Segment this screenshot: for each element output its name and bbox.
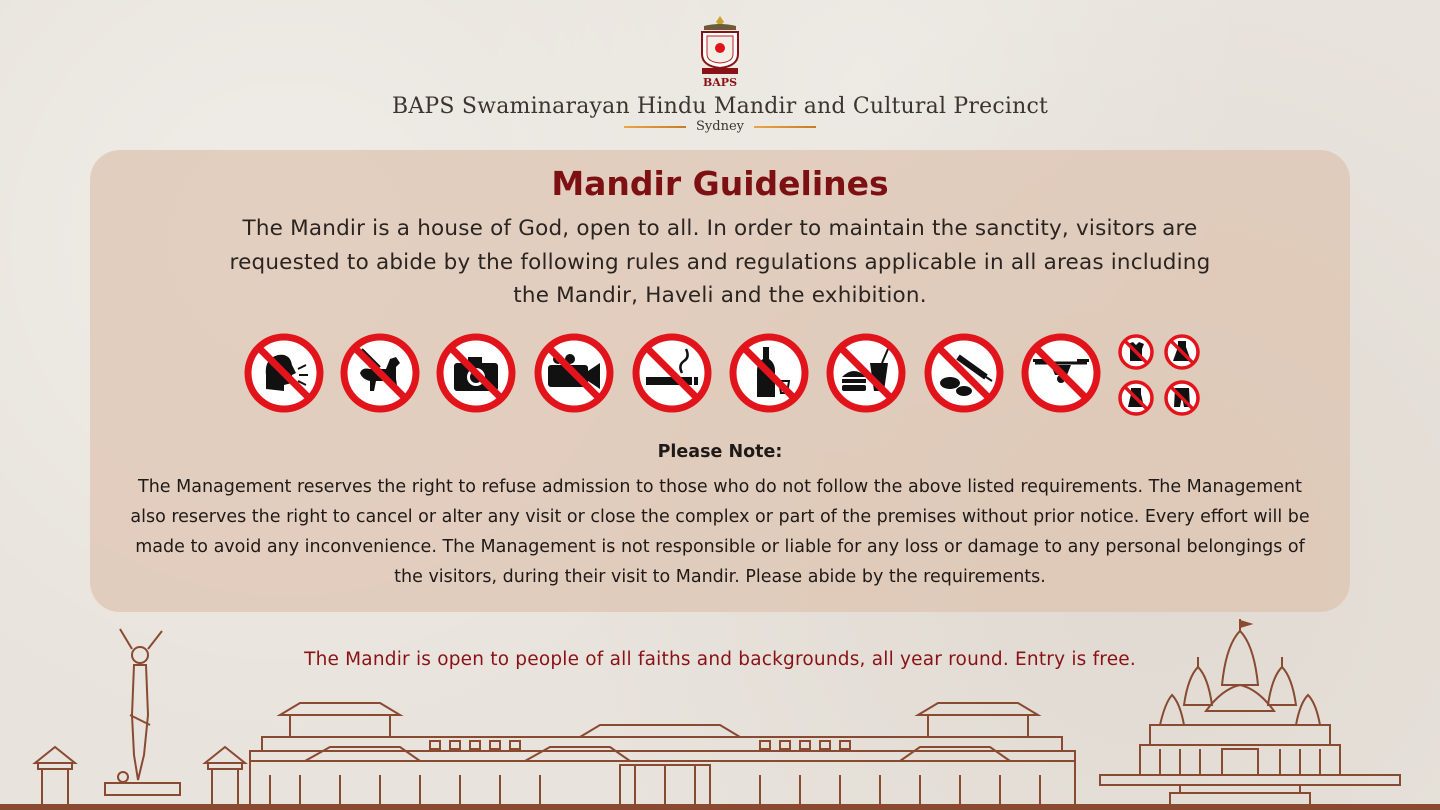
no-sleeveless-shirt-icon: [1117, 333, 1155, 371]
no-smoking-icon: [632, 333, 712, 413]
city-row: [0, 119, 1440, 134]
ground-line: [0, 804, 1440, 810]
haveli-building-icon: [250, 703, 1075, 805]
mandir-shikhar-icon: [1100, 619, 1400, 805]
divider-right: [754, 126, 816, 128]
yogi-statue-icon: [105, 629, 180, 795]
city-name: Sydney: [696, 119, 744, 134]
no-camera-icon: [436, 333, 516, 413]
note-heading: Please Note:: [657, 442, 783, 462]
pavilion-left-icon: [35, 747, 245, 805]
page-title: Mandir Guidelines: [551, 164, 889, 203]
no-pets-icon: [340, 333, 420, 413]
note-body: The Management reserves the right to refuse admission to those who do not follow the above listed requirements. The Management also reserves the right to cancel or alter any visit or close the complex or part of the premises without prior notice. Every effort will be made to avoid any inconvenience. The Management is not responsible or liable for any loss or damage to any personal belongings of the visitors, during their visit to Mandir. Please abide by the requirements.: [130, 477, 1310, 587]
no-drone-icon: [1021, 333, 1101, 413]
no-drugs-icon: [924, 333, 1004, 413]
no-short-dress-icon: [1163, 333, 1201, 371]
no-food-icon: [826, 333, 906, 413]
no-shorts-icon: [1163, 379, 1201, 417]
guidelines-panel: [90, 150, 1350, 612]
divider-left: [624, 126, 686, 128]
temple-skyline-illustration: [0, 615, 1440, 810]
logo-text: BAPS: [702, 76, 738, 89]
no-short-skirt-icon: [1117, 379, 1155, 417]
header: [0, 14, 1440, 134]
footer-message: The Mandir is open to people of all faiths and backgrounds, all year round. Entry is free.: [304, 649, 1136, 670]
no-talking-icon: [244, 333, 324, 413]
prohibition-icons: [244, 333, 1204, 417]
baps-logo: [690, 14, 750, 90]
intro-text: The Mandir is a house of God, open to all. In order to maintain the sanctity, visitors are requested to abide by the following rules and regulations applicable in all areas including the Mandir, Haveli and the exhibition.: [229, 216, 1211, 308]
organization-name: BAPS Swaminarayan Hindu Mandir and Cultural Precinct: [391, 94, 1049, 119]
no-alcohol-icon: [729, 333, 809, 413]
no-video-camera-icon: [534, 333, 614, 413]
